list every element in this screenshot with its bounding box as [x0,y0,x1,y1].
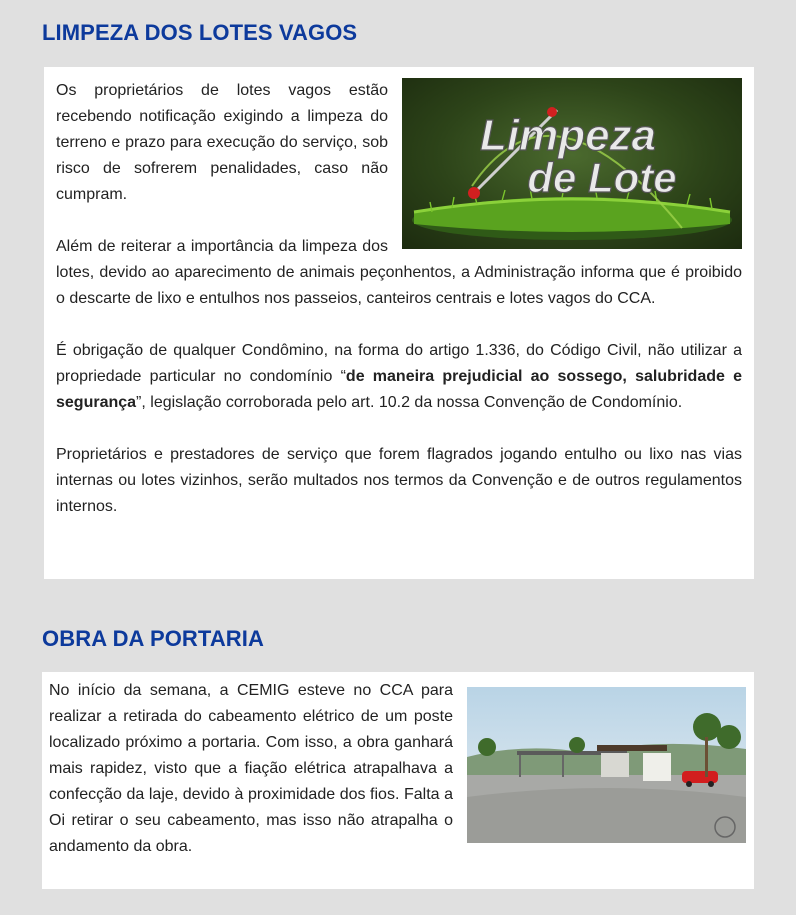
limpeza-de-lote-image [402,78,742,249]
section-title-portaria: OBRA DA PORTARIA [42,626,264,651]
limpeza-paragraph-3-end: ”, legislação corroborada pelo art. 10.2 da nossa Convenção de Condomínio. [136,394,683,411]
portaria-image [467,687,746,843]
limpeza-paragraph-4: Proprietários e prestadores de serviço que forem flagrados jogando entulho ou lixo nas vias internas ou lotes vizinhos, serão multados nos termos da Convenção e de outros regulamentos internos. [56,446,742,515]
limpeza-paragraph-3-bold: de maneira prejudicial ao sossego, salubridade e segurança [56,368,743,411]
portaria-paragraph-1: No início da semana, a CEMIG esteve no CCA para realizar a retirada do cabeamento elétrico de um poste localizado próximo a portaria. Com isso, a obra ganhará mais rapidez, visto que a fiação elétrica atrapalhava a confecção da laje, devido à proximidade dos fios. Falta a Oi retirar o seu cabeamento, mas isso não atrapalha o andamento da obra. [49,682,453,855]
limpeza-paragraph-3-start: É obrigação de qualquer Condômino, na forma do artigo 1.336, do Código Civil, não utilizar a propriedade particular no condomínio “ [56,342,742,385]
lawn-mower-grass-icon [402,78,742,249]
section-title-limpeza: LIMPEZA DOS LOTES VAGOS [42,20,358,45]
limpeza-paragraph-2: Além de reiterar a importância da limpeza dos lotes, devido ao aparecimento de animais peçonhentos, a Administração informa que é proibido o descarte de lixo e entulhos nos passeios, canteiros centrais e lotes vagos do CCA. [56,238,742,307]
limpeza-paragraph-1: Os proprietários de lotes vagos estão recebendo notificação exigindo a limpeza do terreno e prazo para execução do serviço, sob risco de sofrerem penalidades, caso não cumpram. [56,82,388,203]
de-lote-image-text: de Lote [527,154,677,201]
portaria-render-icon [467,687,746,843]
limpeza-paragraph-3 [56,338,742,416]
limpeza-card [44,67,754,579]
portaria-card [42,672,754,889]
limpeza-image-text: Limpeza [479,111,657,160]
